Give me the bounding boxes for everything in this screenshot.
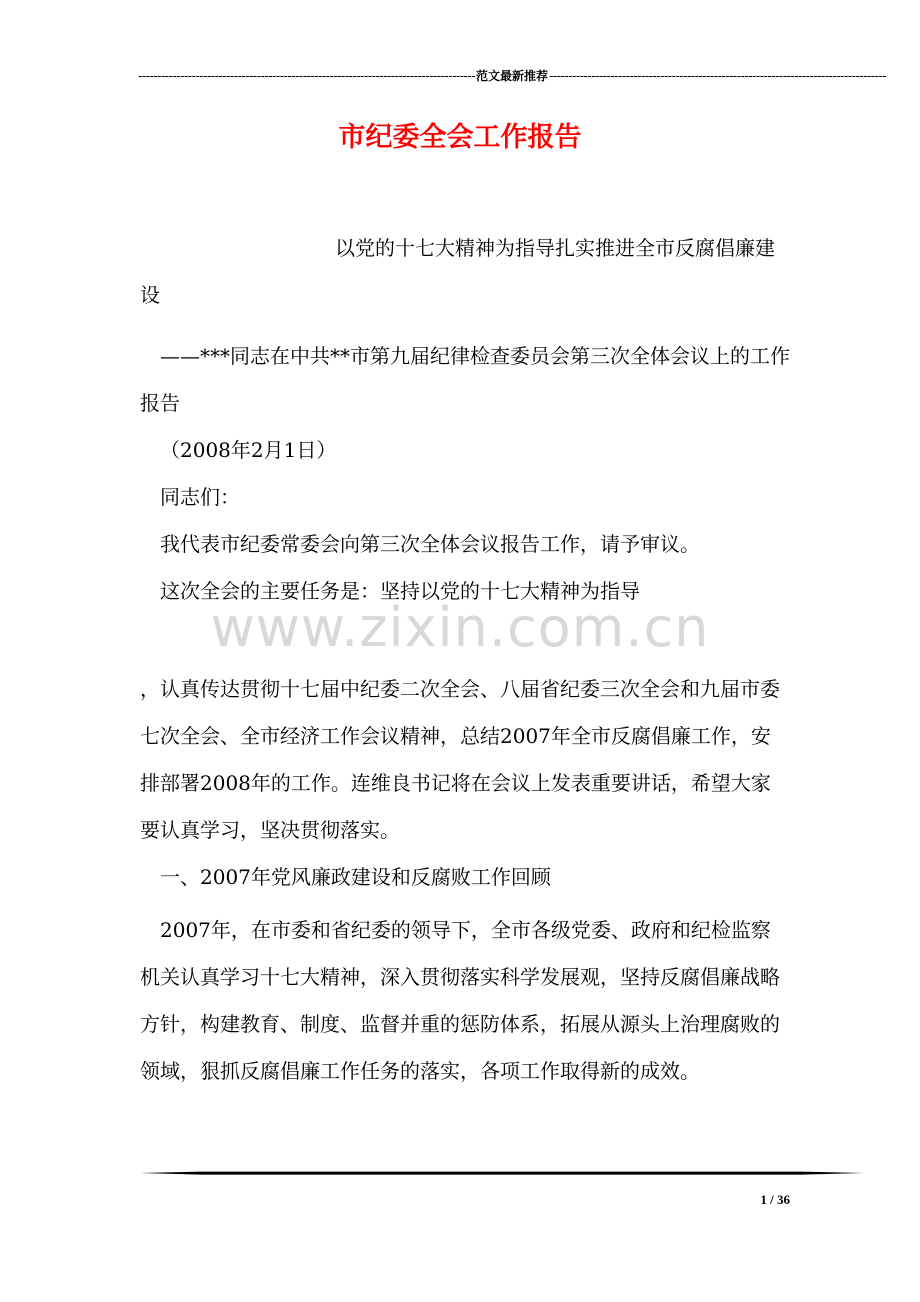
document-title: 市纪委全会工作报告 xyxy=(338,122,582,153)
report-speaker-line: ——***同志在中共**市第九届纪律检查委员会第三次全体会议上的工作报告 xyxy=(140,344,790,415)
paragraph-task-start: 这次全会的主要任务是：坚持以党的十七大精神为指导 xyxy=(160,579,640,603)
report-subtitle: 以党的十七大精神为指导扎实推进全市反腐倡廉建设 xyxy=(140,236,775,307)
section-heading: 一、2007年党风廉政建设和反腐败工作回顾 xyxy=(160,865,551,889)
footer-rule xyxy=(140,1170,864,1176)
page-header xyxy=(138,68,887,84)
header-dashes-left: ---------------------------------------------------------------------------------------- xyxy=(138,69,476,83)
watermark: www.zixin.com.cn xyxy=(210,596,710,659)
header-label: 范文最新推荐 xyxy=(476,69,549,83)
paragraph-task-continued: ，认真传达贯彻十七届中纪委二次全会、八届省纪委三次全会和九届市委七次全会、全市经济工作会议精神，总结2007年全市反腐倡廉工作，安排部署2008年的工作。连维良书记将在会议上发表重要讲话，希望大家要认真学习，坚决贯彻落实。 xyxy=(140,677,780,842)
paragraph-2007-review: 2007年，在市委和省纪委的领导下，全市各级党委、政府和纪检监察机关认真学习十七大精神，深入贯彻落实科学发展观，坚持反腐倡廉战略方针，构建教育、制度、监督并重的惩防体系，拓展从源头上治理腐败的领域，狠抓反腐倡廉工作任务的落实，各项工作取得新的成效。 xyxy=(140,918,780,1083)
header-dashes-right: ---------------------------------------------------------------------------------------- xyxy=(549,69,887,83)
page-number: 1 / 36 xyxy=(760,1192,790,1207)
report-date: （2008年2月1日） xyxy=(160,438,337,462)
paragraph-intro: 我代表市纪委常委会向第三次全体会议报告工作，请予审议。 xyxy=(160,532,700,556)
greeting: 同志们： xyxy=(160,485,240,509)
